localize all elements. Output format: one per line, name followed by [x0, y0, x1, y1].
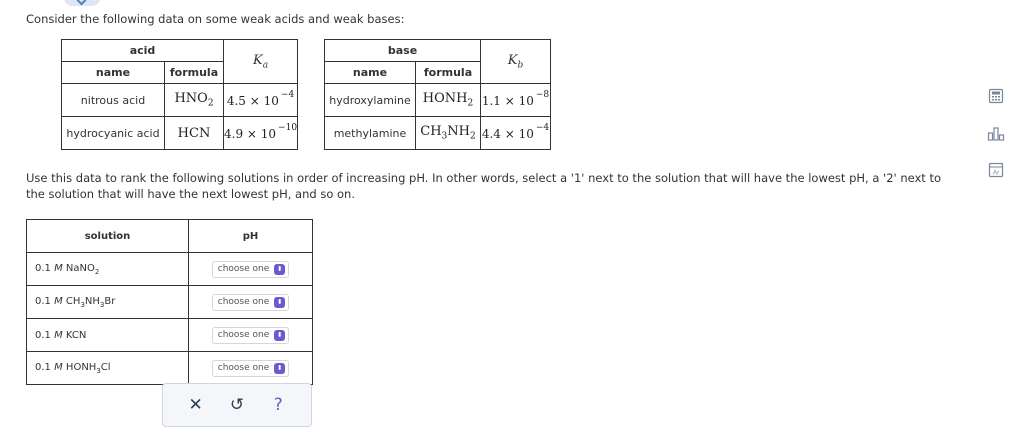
ka-value: 4.5 × 10 $^{-4}$ — [224, 84, 298, 117]
ka-header: $K_a$ — [224, 40, 298, 84]
base-name-header: name — [325, 62, 416, 84]
instructions-text: Use this data to rank the following solutions in order of increasing pH. In other words, select a '1' next to the solution that will have the lowest pH, a '2' next to the solution that will have the next lowest pH, and so on. — [26, 171, 942, 201]
data-chart-button[interactable] — [986, 124, 1006, 144]
select-arrows-icon: ⬍ — [274, 363, 285, 374]
ph-rank-select[interactable]: choose one ⬍ — [212, 261, 290, 278]
kb-header: $K_b$ — [481, 40, 551, 84]
ranking-table — [26, 219, 313, 385]
undo-button[interactable]: ↺ — [229, 395, 245, 415]
ka-value: 4.9 × 10 $^{-10}$ — [224, 117, 298, 150]
acid-formula-header: formula — [165, 62, 224, 84]
base-formula-header: formula — [416, 62, 481, 84]
acid-table — [61, 39, 298, 150]
kb-value: 4.4 × 10 $^{-4}$ — [481, 117, 551, 150]
ph-rank-select[interactable]: choose one ⬍ — [212, 327, 290, 344]
help-button[interactable]: ? — [273, 395, 283, 415]
acid-formula: HCN — [165, 117, 224, 150]
acid-name: hydrocyanic acid — [62, 117, 165, 150]
kb-value: 1.1 × 10 $^{-8}$ — [481, 84, 551, 117]
ph-rank-select[interactable]: choose one ⬍ — [212, 294, 290, 311]
select-arrows-icon: ⬍ — [274, 330, 285, 341]
clear-button[interactable]: ✕ — [188, 395, 203, 415]
solution-header: solution — [27, 220, 189, 253]
bar-chart-icon — [987, 126, 1005, 142]
solution-label: 0.1 M NaNO$_2$ — [27, 253, 189, 286]
base-formula: $CH_3NH_2$ — [416, 117, 481, 150]
solution-label: 0.1 M $HONH_3Cl$ — [27, 352, 189, 385]
periodic-table-button[interactable] — [986, 160, 1006, 180]
base-formula: $HONH_2$ — [416, 84, 481, 117]
intro-text: Consider the following data on some weak acids and weak bases: — [26, 12, 405, 26]
acid-name: nitrous acid — [62, 84, 165, 117]
base-table — [324, 39, 551, 150]
acid-group-header: acid — [62, 40, 224, 62]
chevron-down-icon — [77, 0, 87, 5]
periodic-table-icon — [988, 162, 1004, 178]
solution-label: 0.1 M $CH_3NH_3Br$ — [27, 286, 189, 319]
select-arrows-icon: ⬍ — [274, 264, 285, 275]
ph-header: pH — [189, 220, 313, 253]
solution-label: 0.1 M KCN — [27, 319, 189, 352]
collapse-tab[interactable] — [64, 0, 100, 6]
svg-text:Ar: Ar — [992, 169, 1000, 177]
select-arrows-icon: ⬍ — [274, 297, 285, 308]
acid-name-header: name — [62, 62, 165, 84]
ph-rank-select[interactable]: choose one ⬍ — [212, 360, 290, 377]
calculator-icon — [988, 88, 1004, 104]
base-name: methylamine — [325, 117, 416, 150]
answer-actions — [162, 383, 312, 427]
base-name: hydroxylamine — [325, 84, 416, 117]
acid-formula: $HNO_2$ — [165, 84, 224, 117]
calculator-button[interactable] — [986, 86, 1006, 106]
base-group-header: base — [325, 40, 481, 62]
